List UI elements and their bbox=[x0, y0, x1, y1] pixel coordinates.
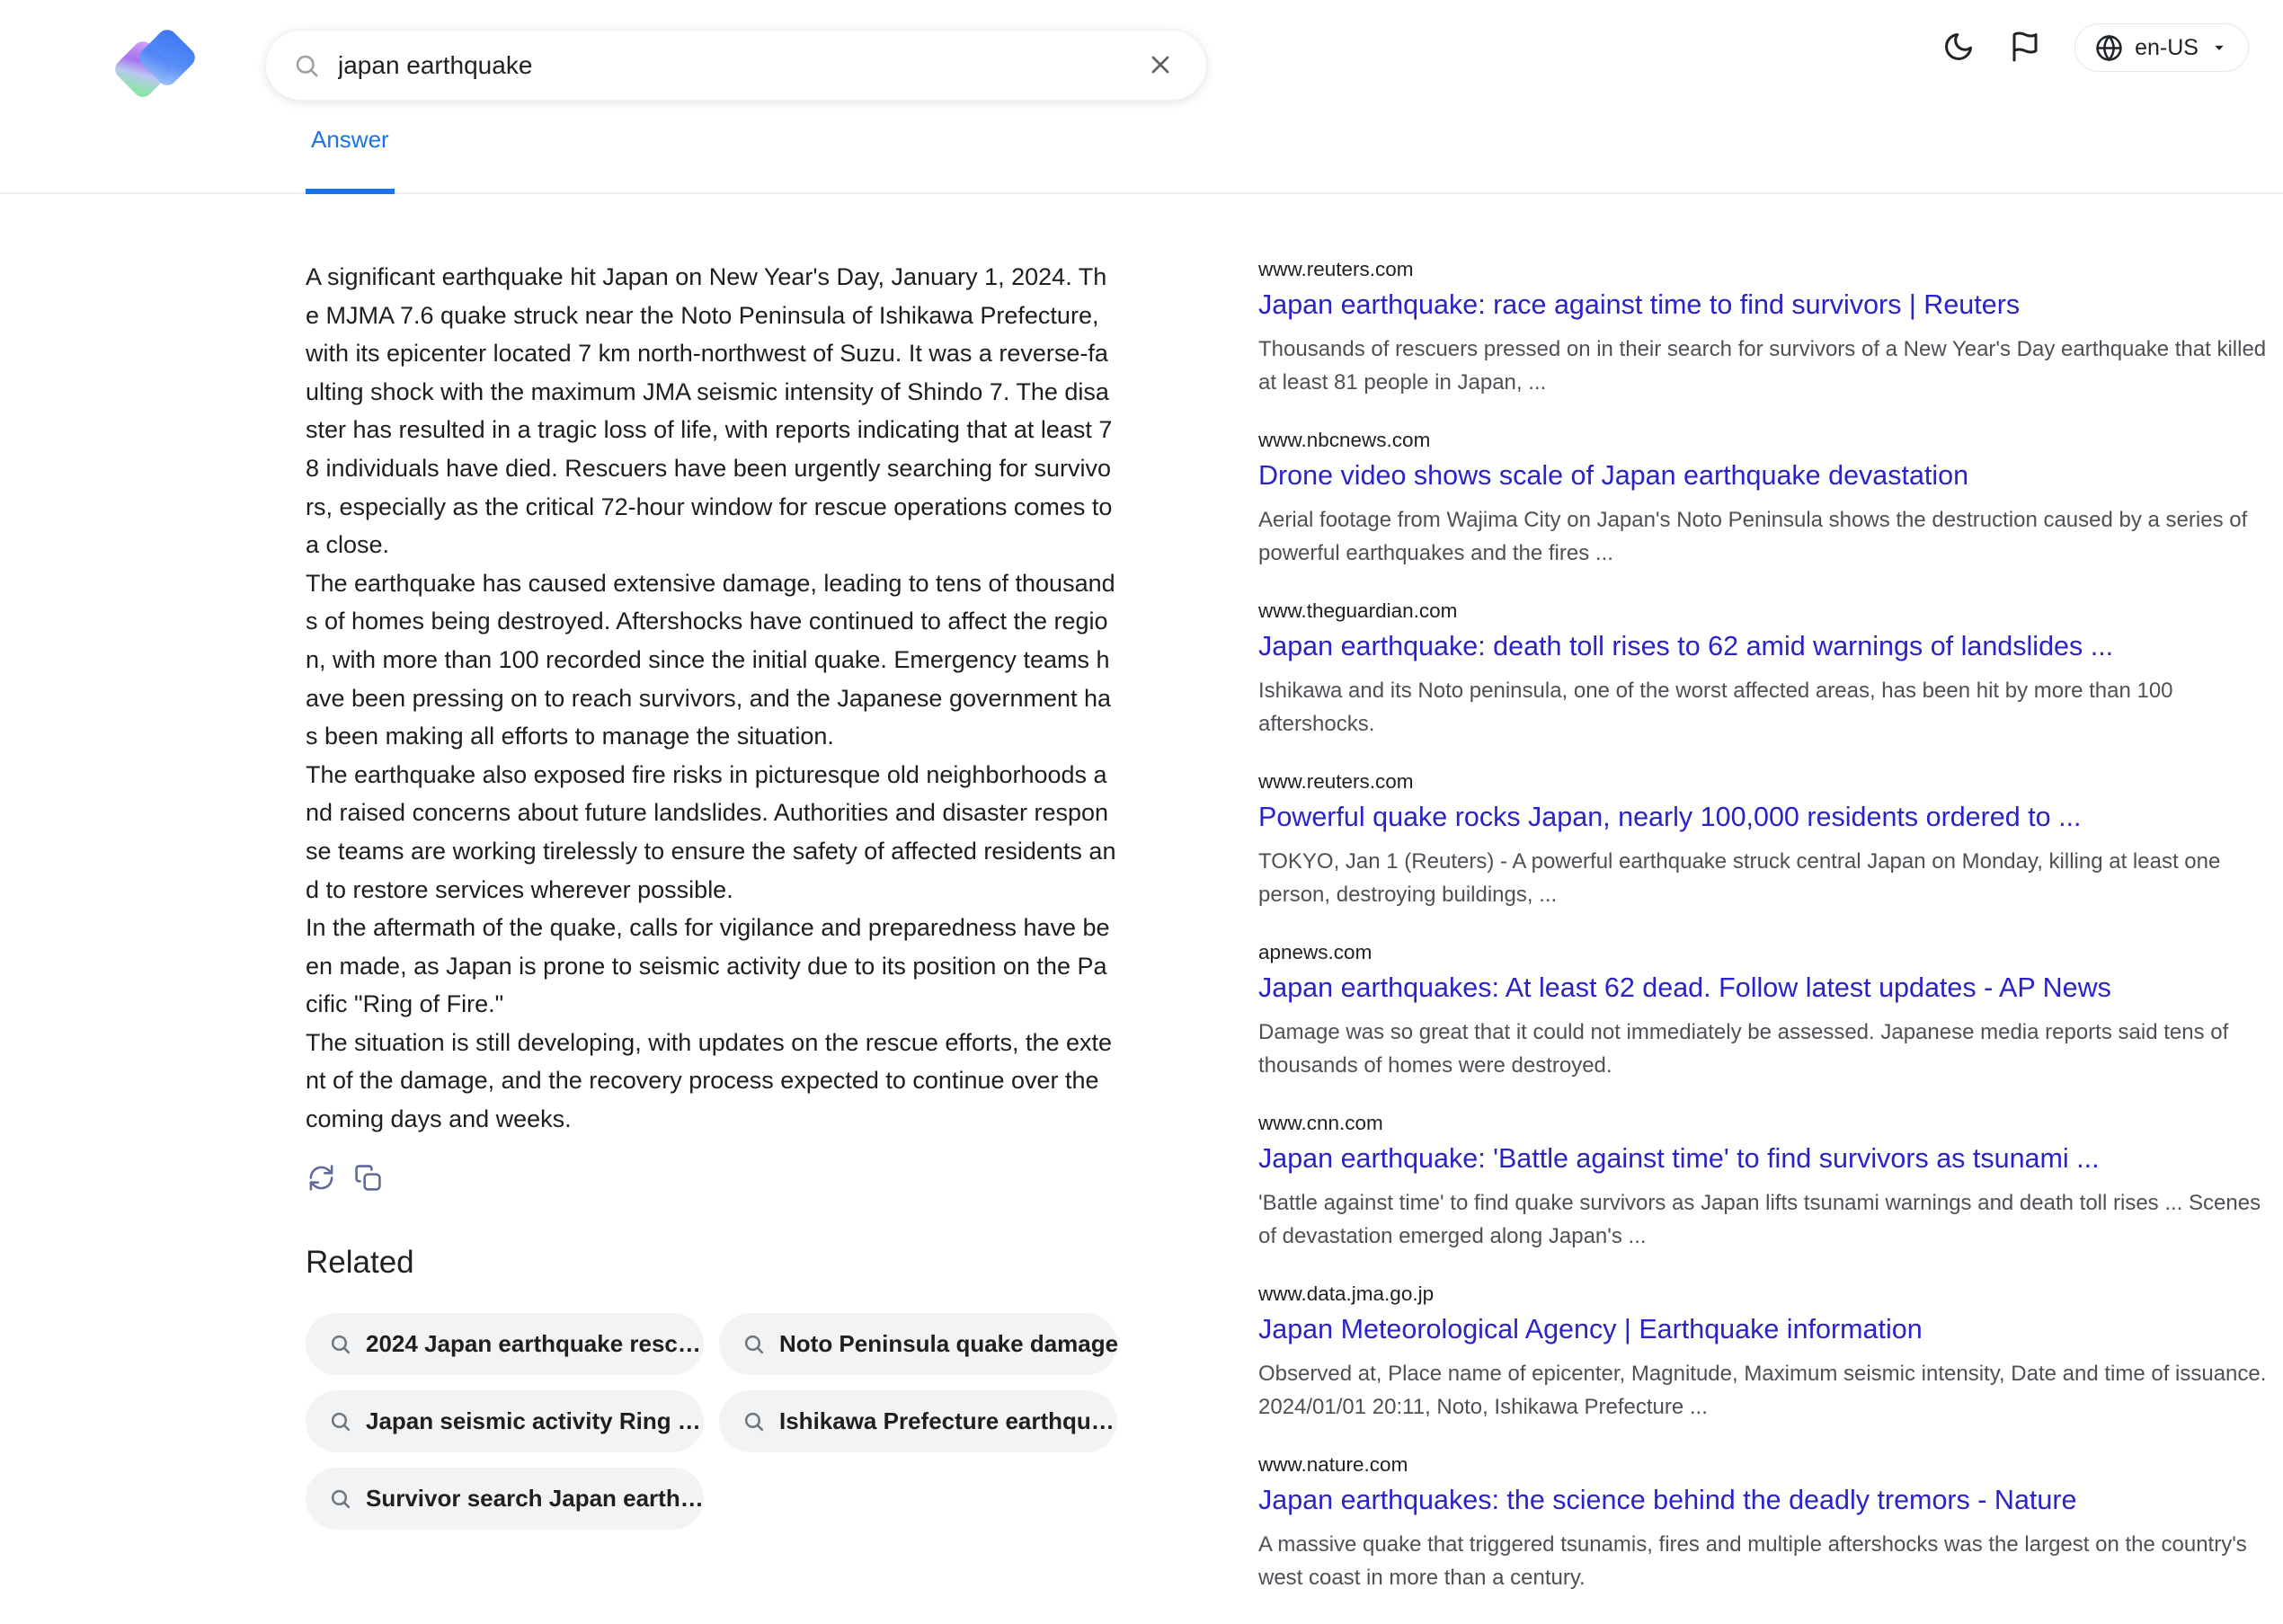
search-icon bbox=[329, 1333, 351, 1355]
copy-icon bbox=[354, 1164, 382, 1192]
search-result bbox=[1258, 429, 2283, 570]
result-snippet: Ishikawa and its Noto peninsula, one of the worst affected areas, has been hit by more than 100 aftershocks. bbox=[1258, 679, 2173, 736]
result-domain: www.reuters.com bbox=[1258, 770, 1414, 793]
search-icon bbox=[329, 1410, 351, 1433]
related-heading: Related bbox=[306, 1244, 414, 1280]
results-column bbox=[1258, 258, 2283, 1624]
result-domain: www.theguardian.com bbox=[1258, 599, 1458, 622]
answer-paragraph: In the aftermath of the quake, calls for vigilance and preparedness have been made, as Japan is prone to seismic activity due to its position on the Pacific "Ring of Fire." bbox=[306, 914, 1110, 1018]
result-snippet: Thousands of rescuers pressed on in their search for survivors of a New Year's Day earthquake that killed at least 81 people in Japan, ... bbox=[1258, 337, 2267, 395]
search-icon bbox=[329, 1487, 351, 1510]
answer-paragraph: A significant earthquake hit Japan on New Year's Day, January 1, 2024. The MJMA 7.6 quake struck near the Noto Peninsula of Ishikawa Prefecture, with its epicenter located 7 km north-northwest of Suzu. It was a reverse-faulting shock with the maximum JMA seismic intensity of Shindo 7. The disaster has resulted in a tragic loss of life, with reports indicating that at least 78 individuals have died. Rescuers have been urgently searching for survivors, especially as the critical 72-hour window for rescue operations comes to a close. bbox=[306, 263, 1113, 559]
search-result bbox=[1258, 599, 2283, 741]
result-title-link[interactable]: Japan earthquake: race against time to find survivors | Reuters bbox=[1258, 289, 2021, 320]
chip-label: Japan seismic activity Ring … bbox=[366, 1407, 701, 1434]
copy-button[interactable] bbox=[352, 1164, 383, 1194]
related-chip[interactable] bbox=[306, 1390, 704, 1452]
result-domain: www.cnn.com bbox=[1258, 1112, 1383, 1134]
answer-actions bbox=[306, 1164, 1117, 1194]
answer-column bbox=[306, 258, 1117, 1624]
chip-label: Noto Peninsula quake damage bbox=[779, 1329, 1119, 1357]
moon-icon bbox=[1942, 31, 1975, 63]
answer-paragraph: The earthquake also exposed fire risks in picturesque old neighborhoods and raised concerns about future landslides. Authorities and disaster response teams are working tirelessly to ensure the safety of affected residents and to restore services wherever possible. bbox=[306, 760, 1116, 903]
search-bar bbox=[265, 30, 1207, 101]
result-title-link[interactable]: Japan earthquake: 'Battle against time' to find survivors as tsunami ... bbox=[1258, 1143, 2100, 1174]
chip-label: Survivor search Japan earth… bbox=[366, 1484, 704, 1512]
result-title-link[interactable]: Japan Meteorological Agency | Earthquake information bbox=[1258, 1314, 1923, 1344]
language-label: en-US bbox=[2135, 34, 2199, 60]
main-content bbox=[0, 194, 2283, 1624]
search-result bbox=[1258, 1282, 2283, 1424]
result-domain: www.nbcnews.com bbox=[1258, 429, 1431, 451]
close-icon bbox=[1146, 50, 1175, 79]
search-input[interactable] bbox=[338, 51, 1145, 80]
result-snippet: Damage was so great that it could not immediately be assessed. Japanese media reports said tens of thousands of homes were destroyed. bbox=[1258, 1020, 2229, 1078]
result-domain: www.data.jma.go.jp bbox=[1258, 1282, 1435, 1305]
regenerate-button[interactable] bbox=[306, 1164, 336, 1194]
result-snippet: 'Battle against time' to find quake survivors as Japan lifts tsunami warnings and death toll rises ... Scenes of devastation emerged along Japan's ... bbox=[1258, 1191, 2261, 1248]
caret-down-icon bbox=[2210, 39, 2228, 57]
search-result bbox=[1258, 941, 2283, 1082]
tab-bar bbox=[0, 108, 2283, 194]
language-selector[interactable] bbox=[2074, 23, 2249, 72]
result-snippet: Aerial footage from Wajima City on Japan's Noto Peninsula shows the destruction caused by a series of powerful earthquakes and the fires ... bbox=[1258, 508, 2248, 565]
search-result bbox=[1258, 1112, 2283, 1253]
search-result bbox=[1258, 1453, 2283, 1594]
search-icon bbox=[293, 52, 320, 79]
flag-icon bbox=[2009, 31, 2041, 63]
result-title-link[interactable]: Japan earthquakes: At least 62 dead. Follow latest updates - AP News bbox=[1258, 972, 2111, 1003]
tab-answer[interactable]: Answer bbox=[306, 108, 395, 194]
result-domain: www.reuters.com bbox=[1258, 258, 1414, 280]
answer-paragraph: The situation is still developing, with updates on the rescue efforts, the extent of the damage, and the recovery process expected to continue over the coming days and weeks. bbox=[306, 1028, 1113, 1133]
search-result bbox=[1258, 258, 2283, 399]
app-logo[interactable] bbox=[119, 27, 198, 110]
related-chip[interactable] bbox=[306, 1313, 704, 1375]
search-icon bbox=[742, 1333, 765, 1355]
result-snippet: A massive quake that triggered tsunamis, fires and multiple aftershocks was the largest on the country's west coast in more than a century. bbox=[1258, 1532, 2247, 1590]
related-chip[interactable] bbox=[306, 1468, 704, 1530]
result-snippet: Observed at, Place name of epicenter, Magnitude, Maximum seismic intensity, Date and time of issuance. 2024/01/01 20:11, Noto, Ishikawa Prefecture ... bbox=[1258, 1362, 2267, 1419]
search-icon bbox=[742, 1410, 765, 1433]
refresh-icon bbox=[307, 1164, 335, 1192]
related-chip[interactable] bbox=[719, 1313, 1117, 1375]
related-chip[interactable] bbox=[719, 1390, 1117, 1452]
clear-search-button[interactable] bbox=[1145, 50, 1176, 81]
theme-toggle-button[interactable] bbox=[1941, 31, 1976, 65]
globe-icon bbox=[2095, 34, 2123, 62]
chip-label: 2024 Japan earthquake resc… bbox=[366, 1329, 701, 1357]
feedback-button[interactable] bbox=[2008, 31, 2042, 65]
related-section bbox=[306, 1245, 1117, 1530]
search-result bbox=[1258, 770, 2283, 911]
result-title-link[interactable]: Japan earthquake: death toll rises to 62 amid warnings of landslides ... bbox=[1258, 631, 2114, 661]
result-title-link[interactable]: Drone video shows scale of Japan earthquake devastation bbox=[1258, 460, 1969, 491]
answer-paragraph: The earthquake has caused extensive damage, leading to tens of thousands of homes being destroyed. Aftershocks have continued to affect the region, with more than 100 recorded since the initial quake. Emergency teams have been pressing on to reach survivors, and the Japanese government has been making all efforts to manage the situation. bbox=[306, 569, 1115, 750]
result-snippet: TOKYO, Jan 1 (Reuters) - A powerful earthquake struck central Japan on Monday, killing at least one person, destroying buildings, ... bbox=[1258, 849, 2221, 907]
chip-label: Ishikawa Prefecture earthqu… bbox=[779, 1407, 1115, 1434]
header-controls bbox=[1941, 23, 2249, 72]
related-chips bbox=[306, 1313, 1117, 1530]
header bbox=[0, 0, 2283, 108]
result-title-link[interactable]: Japan earthquakes: the science behind the deadly tremors - Nature bbox=[1258, 1485, 2077, 1515]
result-title-link[interactable]: Powerful quake rocks Japan, nearly 100,000 residents ordered to ... bbox=[1258, 802, 2082, 832]
result-domain: www.nature.com bbox=[1258, 1453, 1408, 1476]
result-domain: apnews.com bbox=[1258, 941, 1372, 963]
